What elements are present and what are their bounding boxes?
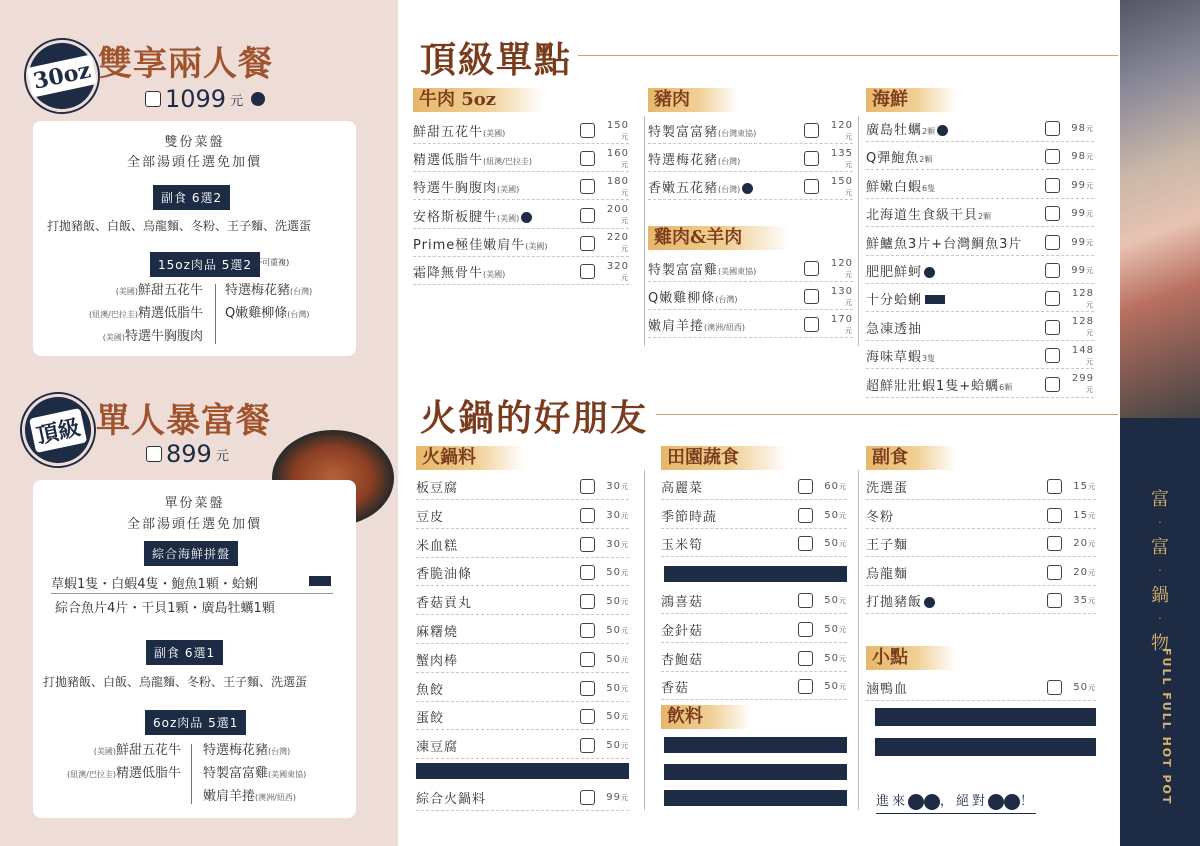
checkbox[interactable]	[1045, 206, 1060, 221]
menu-item[interactable]	[866, 560, 1096, 586]
item-price: 220元	[606, 232, 629, 254]
item-price: 20元	[1073, 538, 1096, 550]
redaction	[416, 763, 629, 779]
divider	[215, 284, 216, 344]
menu-item[interactable]	[866, 503, 1096, 529]
item-name: 香脆油條	[416, 567, 473, 583]
item-name: 米血糕	[416, 538, 459, 554]
price-unit: 元	[230, 93, 244, 109]
item-name: 高麗菜	[661, 481, 704, 496]
set-menu-panel	[0, 0, 398, 846]
checkbox[interactable]	[798, 622, 813, 637]
checkbox[interactable]	[146, 446, 162, 462]
checkbox[interactable]	[1045, 149, 1060, 164]
item-name: 金針菇	[661, 624, 704, 639]
checkbox[interactable]	[580, 623, 595, 638]
checkbox[interactable]	[580, 537, 595, 552]
redaction	[664, 737, 847, 753]
menu-item[interactable]	[866, 286, 1094, 312]
redaction	[664, 566, 847, 582]
checkbox[interactable]	[804, 151, 819, 166]
item-name: 魚餃	[416, 682, 445, 698]
divider	[51, 593, 333, 594]
menu-item[interactable]	[866, 588, 1096, 614]
checkbox[interactable]	[580, 123, 595, 138]
checkbox[interactable]	[580, 508, 595, 523]
category-heading: 田園蔬食	[661, 446, 787, 470]
price-value: 899	[166, 440, 212, 468]
category-heading: 飲料	[661, 705, 751, 729]
menu-item[interactable]	[661, 474, 847, 500]
double-meat-right: 特選梅花豬(台灣) Q嫩雞柳條(台灣)	[225, 283, 313, 321]
item-name: 杏鮑菇	[661, 652, 704, 668]
price-value: 1099	[165, 85, 227, 113]
item-name: 十分蛤蜊	[866, 289, 1045, 308]
menu-item[interactable]	[648, 118, 853, 144]
menu-item[interactable]	[866, 372, 1094, 398]
menu-item[interactable]	[416, 560, 629, 586]
item-price: 99元	[606, 792, 629, 803]
menu-item[interactable]	[866, 116, 1094, 142]
checkbox[interactable]	[580, 652, 595, 667]
item-name: 烏龍麵	[866, 566, 909, 582]
item-name: 特選梅花豬(台灣)	[648, 153, 741, 169]
item-name: Prime極佳嫩肩牛(美國)	[413, 237, 548, 253]
double-set-title: 雙享兩人餐	[98, 44, 273, 84]
menu-item[interactable]	[661, 646, 847, 672]
double-set-price[interactable]	[145, 85, 265, 113]
checkbox[interactable]	[580, 565, 595, 580]
meat-tag: 6oz肉品 5選1	[145, 710, 246, 735]
column-divider	[644, 116, 645, 346]
menu-item[interactable]	[866, 144, 1094, 170]
item-price: 299元	[1071, 373, 1094, 395]
checkbox[interactable]	[1045, 235, 1060, 250]
item-price: 50元	[824, 681, 847, 693]
item-name: 香菇貢丸	[416, 596, 473, 612]
checkbox[interactable]	[580, 681, 595, 696]
item-name: 冬粉	[866, 509, 895, 525]
menu-item[interactable]	[866, 230, 1094, 256]
item-name: 安格斯板腱牛(美國)	[413, 206, 580, 225]
item-name: 特選牛胸腹肉(美國)	[413, 181, 520, 197]
checkbox[interactable]	[1045, 121, 1060, 136]
meat-note: (不可重複)	[251, 258, 290, 267]
hotpot-photo	[1120, 0, 1200, 418]
menu-item[interactable]	[661, 531, 847, 557]
category-heading: 牛肉 5oz	[413, 88, 544, 112]
checkbox[interactable]	[1047, 479, 1062, 494]
checkbox[interactable]	[580, 236, 595, 251]
item-name: 洗選蛋	[866, 481, 909, 496]
checkbox[interactable]	[145, 91, 161, 107]
brand-english: FULL FULL HOT POT	[1160, 648, 1173, 806]
item-price: 15元	[1073, 481, 1096, 492]
item-price: 98元	[1071, 123, 1094, 134]
item-name: 特製富富雞(美國東協)	[648, 263, 757, 278]
menu-item[interactable]	[413, 231, 629, 257]
divider	[191, 744, 192, 804]
menu-item[interactable]	[648, 146, 853, 172]
item-price: 170元	[830, 313, 853, 335]
checkbox[interactable]	[1047, 680, 1062, 695]
checkbox[interactable]	[580, 738, 595, 753]
item-name: 嫩肩羊捲(澳洲/紐西)	[648, 319, 745, 335]
item-price: 50元	[606, 682, 629, 694]
item-price: 30元	[606, 509, 629, 521]
single-meat-left: (美國)鮮甜五花牛 (紐澳/巴拉圭)精選低脂牛	[67, 743, 181, 781]
menu-item[interactable]	[413, 146, 629, 172]
item-price: 99元	[1071, 179, 1094, 191]
redaction	[925, 295, 945, 304]
menu-item[interactable]	[416, 785, 629, 811]
checkbox[interactable]	[1045, 178, 1060, 193]
checkbox[interactable]	[1047, 565, 1062, 580]
item-name: 北海道生食級干貝2顆	[866, 208, 992, 224]
recommend-icon	[521, 212, 532, 223]
checkbox[interactable]	[804, 261, 819, 276]
item-name: 季節時蔬	[661, 509, 718, 525]
checkbox[interactable]	[580, 479, 595, 494]
menu-item[interactable]	[416, 676, 629, 702]
single-set-card	[33, 480, 356, 818]
recommend-icon	[924, 597, 935, 608]
side-tag: 副食 6選2	[153, 185, 230, 210]
item-price: 50元	[824, 509, 847, 521]
item-price: 148元	[1071, 344, 1094, 366]
menu-item[interactable]	[866, 531, 1096, 557]
menu-item[interactable]	[416, 532, 629, 558]
single-set-title: 單人暴富餐	[96, 401, 271, 441]
item-price: 50元	[606, 740, 629, 752]
item-price: 150元	[606, 119, 629, 141]
price-unit: 元	[215, 448, 229, 464]
category-heading: 雞肉&羊肉	[648, 226, 790, 250]
double-meat-left: (美國)鮮甜五花牛 (紐澳/巴拉圭)精選低脂牛 (美國)特選牛胸腹肉	[89, 283, 203, 344]
menu-item[interactable]	[661, 674, 847, 700]
item-name: 超鮮壯壯蝦1隻+蛤蠣6顆	[866, 378, 1013, 394]
checkbox[interactable]	[580, 594, 595, 609]
oz-badge: 30oz	[19, 33, 104, 118]
item-name: 滷鴨血	[866, 682, 909, 697]
item-price: 135元	[830, 147, 853, 169]
slogan: 進來 ，絕對 ！	[876, 790, 1036, 814]
item-name: 鮮嫩白蝦6隻	[866, 179, 936, 195]
item-name: 急凍透抽	[866, 321, 923, 337]
item-price: 128元	[1071, 316, 1094, 338]
item-price: 50元	[606, 711, 629, 723]
category-heading: 小點	[866, 646, 956, 670]
menu-item[interactable]	[866, 675, 1096, 701]
item-price: 50元	[824, 652, 847, 664]
premium-title: 頂級單點	[420, 39, 573, 81]
menu-item[interactable]	[416, 704, 629, 730]
item-name: 香菇	[661, 681, 690, 697]
item-price: 15元	[1073, 509, 1096, 521]
menu-item[interactable]	[648, 312, 853, 338]
checkbox[interactable]	[1045, 377, 1060, 392]
checkbox[interactable]	[798, 508, 813, 523]
single-meat-right: 特選梅花豬(台灣) 特製富富雞(美國東協) 嫩肩羊捲(澳洲/紐西)	[203, 743, 307, 804]
item-price: 20元	[1073, 566, 1096, 578]
column-divider	[858, 470, 859, 810]
checkbox[interactable]	[580, 208, 595, 223]
title-rule	[578, 55, 1118, 56]
checkbox[interactable]	[1045, 291, 1060, 306]
menu-item[interactable]	[866, 258, 1094, 284]
checkbox[interactable]	[798, 479, 813, 494]
column-divider	[644, 470, 645, 810]
seafood-tag: 綜合海鮮拼盤	[144, 541, 238, 566]
item-price: 50元	[606, 625, 629, 636]
checkbox[interactable]	[580, 790, 595, 805]
item-price: 50元	[606, 567, 629, 579]
checkbox[interactable]	[1045, 263, 1060, 278]
redaction	[309, 576, 331, 586]
item-price: 98元	[1071, 151, 1094, 163]
item-price: 120元	[830, 257, 853, 279]
column-divider	[858, 116, 859, 346]
menu-item[interactable]	[416, 733, 629, 759]
item-price: 30元	[606, 481, 629, 492]
title-rule	[656, 414, 1118, 415]
seafood-line: 綜合魚片4片・干貝1顆・廣島牡蠣1顆	[55, 601, 275, 616]
category-heading: 海鮮	[866, 88, 956, 112]
item-price: 99元	[1071, 236, 1094, 248]
item-name: 霜降無骨牛(美國)	[413, 266, 506, 281]
item-price: 50元	[606, 596, 629, 608]
redaction	[664, 764, 847, 780]
item-price: 200元	[606, 204, 629, 226]
recommend-icon	[937, 125, 948, 136]
checkbox[interactable]	[580, 179, 595, 194]
recommend-icon	[742, 183, 753, 194]
set-desc: 單份菜盤	[164, 496, 225, 511]
checkbox[interactable]	[580, 709, 595, 724]
item-name: 綜合火鍋料	[416, 792, 487, 807]
item-name: 麻糬燒	[416, 625, 459, 640]
item-name: 打拋豬飯	[866, 591, 1047, 610]
item-price: 50元	[1073, 682, 1096, 693]
item-name: Q彈鮑魚2顆	[866, 151, 933, 167]
menu-item[interactable]	[866, 343, 1094, 369]
item-name: 香嫩五花豬(台灣)	[648, 177, 804, 196]
item-price: 150元	[830, 175, 853, 197]
brand-box	[1120, 418, 1200, 846]
checkbox[interactable]	[1047, 536, 1062, 551]
checkbox[interactable]	[1047, 508, 1062, 523]
item-price: 99元	[1071, 208, 1094, 220]
category-heading: 火鍋料	[416, 446, 524, 470]
checkbox[interactable]	[798, 679, 813, 694]
a-la-carte-panel	[398, 0, 1120, 846]
meat-tag: 15oz肉品 5選2	[150, 252, 260, 277]
checkbox[interactable]	[798, 651, 813, 666]
menu-item[interactable]	[661, 617, 847, 643]
checkbox[interactable]	[804, 123, 819, 138]
menu-item[interactable]	[413, 174, 629, 200]
menu-item[interactable]	[866, 173, 1094, 199]
item-price: 30元	[606, 538, 629, 550]
side-items: 打拋豬飯、白飯、烏龍麵、冬粉、王子麵、洗選蛋	[47, 219, 312, 233]
side-items: 打拋豬飯、白飯、烏龍麵、冬粉、王子麵、洗選蛋	[43, 675, 308, 689]
redaction	[664, 790, 847, 806]
set-desc-soup: 全部湯頭任選免加價	[126, 155, 262, 170]
checkbox[interactable]	[798, 593, 813, 608]
menu-item[interactable]	[661, 503, 847, 529]
menu-item[interactable]	[648, 284, 853, 310]
recommend-icon	[924, 267, 935, 278]
seafood-line: 草蝦1隻・白蝦4隻・鮑魚1顆・蛤蜊	[51, 577, 258, 592]
brand-name: 富 ‧ 富 ‧ 鍋 ‧ 物	[1151, 489, 1169, 654]
redaction	[875, 738, 1096, 756]
item-name: 蛋餃	[416, 711, 445, 727]
item-price: 320元	[606, 260, 629, 282]
checkbox[interactable]	[804, 179, 819, 194]
item-name: 精選低脂牛(紐澳/巴拉圭)	[413, 153, 532, 169]
brand-strip	[1120, 0, 1200, 846]
item-name: 鮮甜五花牛(美國)	[413, 125, 506, 140]
item-name: 鴻喜菇	[661, 595, 704, 611]
redaction	[875, 708, 1096, 726]
menu-item[interactable]	[413, 259, 629, 285]
item-price: 50元	[606, 653, 629, 665]
item-price: 128元	[1071, 287, 1094, 309]
item-name: 王子麵	[866, 538, 909, 554]
item-price: 160元	[606, 147, 629, 169]
side-tag: 副食 6選1	[146, 640, 223, 665]
checkbox[interactable]	[1045, 348, 1060, 363]
checkbox[interactable]	[1045, 320, 1060, 335]
category-heading: 豬肉	[648, 88, 738, 112]
menu-item[interactable]	[866, 201, 1094, 227]
menu-item[interactable]	[413, 118, 629, 144]
item-price: 35元	[1073, 595, 1096, 607]
menu-item[interactable]	[866, 315, 1094, 341]
checkbox[interactable]	[798, 536, 813, 551]
item-name: 鮮鱸魚3片+台灣鯛魚3片	[866, 236, 1023, 252]
item-name: 肥肥鮮蚵	[866, 261, 1045, 280]
item-price: 120元	[830, 119, 853, 141]
item-name: Q嫩雞柳條(台灣)	[648, 291, 738, 307]
item-name: 蟹肉棒	[416, 653, 459, 669]
item-price: 99元	[1071, 265, 1094, 276]
item-name: 豆皮	[416, 509, 445, 525]
checkbox[interactable]	[580, 151, 595, 166]
menu-item[interactable]	[416, 647, 629, 673]
item-name: 玉米筍	[661, 538, 704, 554]
item-price: 130元	[830, 285, 853, 307]
menu-item[interactable]	[416, 618, 629, 644]
item-price: 180元	[606, 175, 629, 197]
menu-item[interactable]	[661, 588, 847, 614]
menu-item[interactable]	[416, 503, 629, 529]
item-price: 50元	[824, 538, 847, 550]
item-price: 60元	[824, 481, 847, 492]
category-heading: 副食	[866, 446, 956, 470]
set-desc: 雙份菜盤	[164, 135, 225, 150]
double-set-card	[33, 121, 356, 356]
item-name: 凍豆腐	[416, 740, 459, 756]
checkbox[interactable]	[580, 264, 595, 279]
checkbox[interactable]	[804, 317, 819, 332]
menu-item[interactable]	[648, 256, 853, 282]
single-set-price[interactable]	[146, 440, 229, 468]
menu-item[interactable]	[416, 474, 629, 500]
item-name: 海味草蝦3隻	[866, 350, 936, 366]
checkbox[interactable]	[804, 289, 819, 304]
premium-badge: 頂級	[15, 387, 100, 472]
menu-item[interactable]	[413, 203, 629, 229]
item-name: 板豆腐	[416, 481, 459, 496]
friends-title: 火鍋的好朋友	[420, 397, 649, 439]
item-name: 廣島牡蠣2顆	[866, 119, 1045, 138]
menu-item[interactable]	[648, 174, 853, 200]
item-price: 50元	[824, 595, 847, 607]
menu-item[interactable]	[416, 589, 629, 615]
item-name: 特製富富豬(台灣東協)	[648, 125, 757, 140]
checkbox[interactable]	[1047, 593, 1062, 608]
item-price: 50元	[824, 624, 847, 635]
menu-item[interactable]	[866, 474, 1096, 500]
set-desc-soup: 全部湯頭任選免加價	[126, 517, 262, 532]
recommend-icon	[251, 92, 265, 106]
